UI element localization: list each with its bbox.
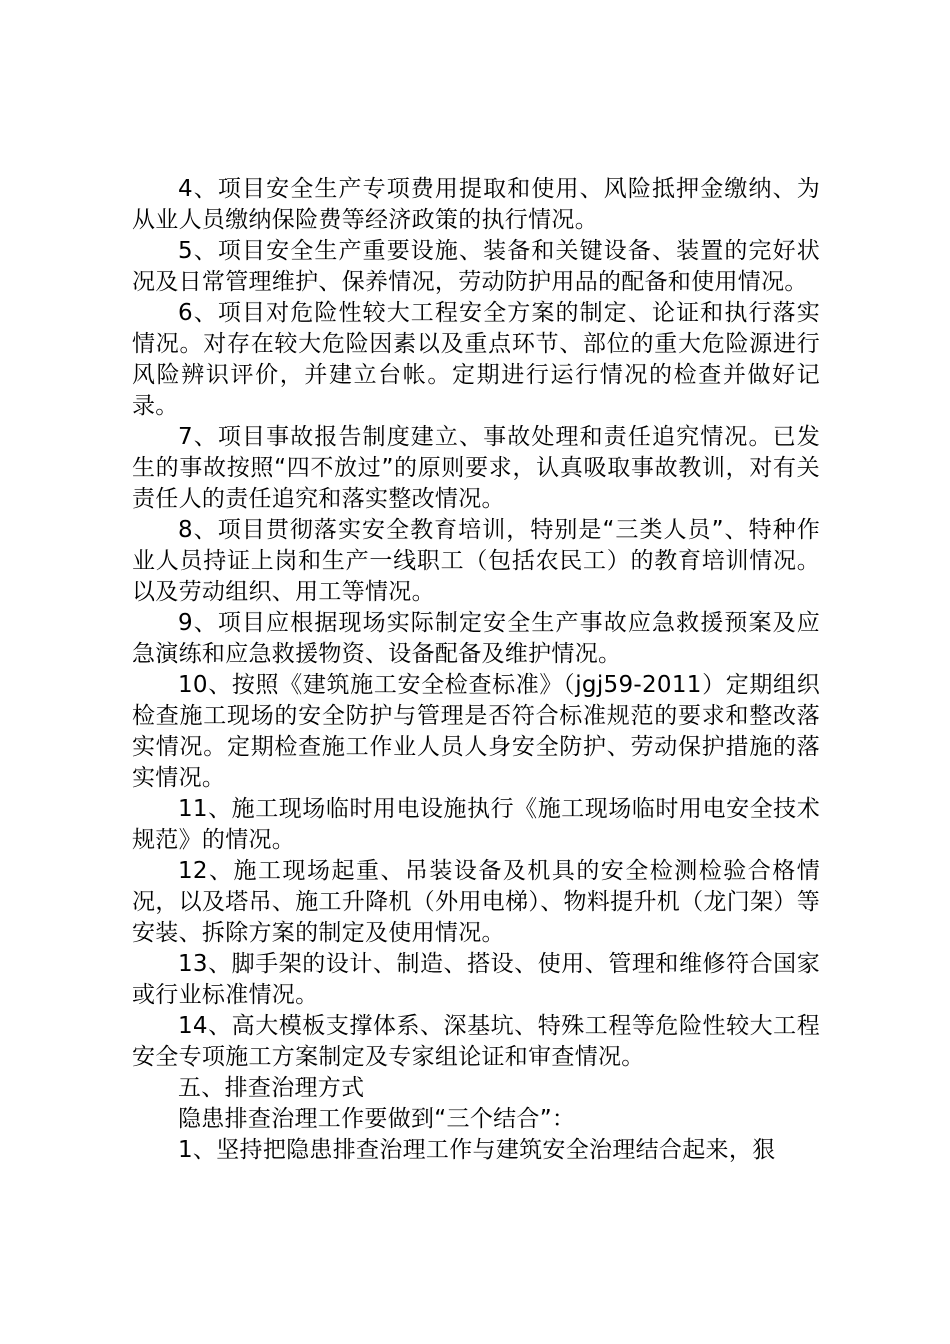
paragraph-item-4: 4、项目安全生产专项费用提取和使用、风险抵押金缴纳、为从业人员缴纳保险费等经济政策的执行情况。 xyxy=(132,176,820,233)
paragraph-item-13: 13、脚手架的设计、制造、搭设、使用、管理和维修符合国家或行业标准情况。 xyxy=(132,951,820,1008)
section-intro: 隐患排查治理工作要做到“三个结合”： xyxy=(178,1106,576,1132)
paragraph-item-7: 7、项目事故报告制度建立、事故处理和责任追究情况。已发生的事故按照“四不放过”的原则要求，认真吸取事故教训，对有关责任人的责任追究和落实整改情况。 xyxy=(132,424,820,512)
paragraph-item-12: 12、施工现场起重、吊装设备及机具的安全检测检验合格情况，以及塔吊、施工升降机（外用电梯）、物料提升机（龙门架）等安装、拆除方案的制定及使用情况。 xyxy=(132,858,820,946)
paragraph-item-5: 5、项目安全生产重要设施、装备和关键设备、装置的完好状况及日常管理维护、保养情况，劳动防护用品的配备和使用情况。 xyxy=(132,238,820,295)
paragraph-item-11: 11、施工现场临时用电设施执行《施工现场临时用电安全技术规范》的情况。 xyxy=(132,796,820,853)
paragraph-item-10: 10、按照《建筑施工安全检查标准》（jgj59-2011）定期组织检查施工现场的安全防护与管理是否符合标准规范的要求和整改落实情况。定期检查施工作业人员人身安全防护、劳动保护措施的落实情况。 xyxy=(132,672,820,791)
document-body xyxy=(132,174,820,1166)
paragraph-item-6: 6、项目对危险性较大工程安全方案的制定、论证和执行落实情况。对存在较大危险因素以及重点环节、部位的重大危险源进行风险辨识评价，并建立台帐。定期进行运行情况的检查并做好记录。 xyxy=(132,300,820,419)
paragraph-item-9: 9、项目应根据现场实际制定安全生产事故应急救援预案及应急演练和应急救援物资、设备配备及维护情况。 xyxy=(132,610,820,667)
paragraph-item-8: 8、项目贯彻落实安全教育培训，特别是“三类人员”、特种作业人员持证上岗和生产一线职工（包括农民工）的教育培训情况。以及劳动组织、用工等情况。 xyxy=(132,517,820,605)
paragraph-item-14: 14、高大模板支撑体系、深基坑、特殊工程等危险性较大工程安全专项施工方案制定及专家组论证和审查情况。 xyxy=(132,1013,820,1070)
paragraph-combination-1: 1、坚持把隐患排查治理工作与建筑安全治理结合起来，狠 xyxy=(178,1137,776,1163)
section-heading-five: 五、排查治理方式 xyxy=(178,1075,365,1101)
